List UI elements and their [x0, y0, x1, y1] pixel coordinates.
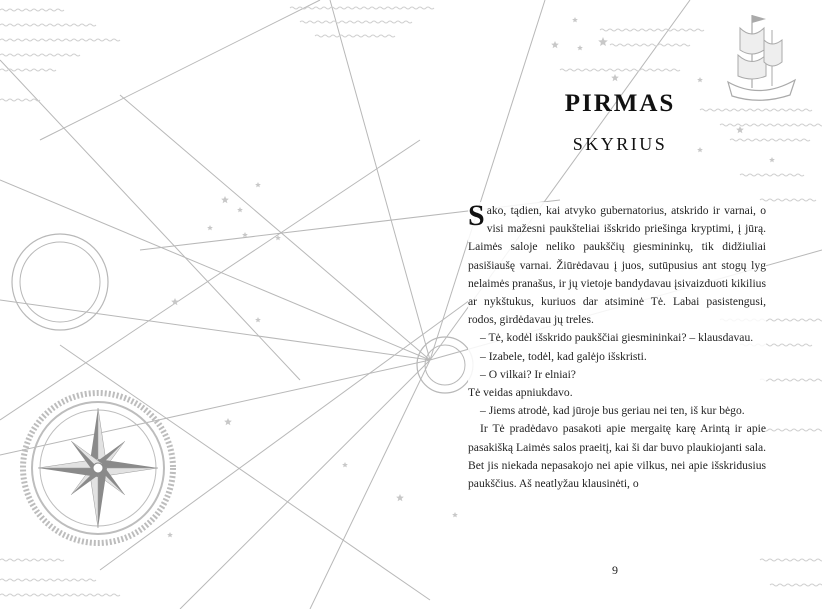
wave-line	[315, 35, 395, 37]
star-icon	[167, 532, 173, 537]
star-icon	[577, 45, 583, 50]
star-icon	[572, 17, 578, 22]
wave-line	[0, 24, 96, 26]
paragraph: – Jiems atrodė, kad jūroje bus geriau nei ten, iš kur bėgo.	[480, 404, 745, 418]
star-icon	[255, 317, 261, 322]
compass-ring-icon	[12, 234, 108, 330]
paragraph: – O vilkai? Ir elniai?	[480, 367, 576, 381]
chapter-title: PIRMAS	[564, 90, 676, 117]
rhumb-line	[40, 0, 320, 140]
star-icon	[342, 462, 348, 467]
compass-rose-icon	[23, 393, 173, 543]
flag	[752, 15, 766, 23]
chapter-body	[468, 199, 766, 493]
star-icon	[697, 77, 703, 82]
wave-line	[760, 429, 822, 431]
star-icon	[221, 196, 229, 203]
star-icon	[207, 225, 213, 230]
rhumb-line	[0, 140, 420, 420]
wave-line	[0, 579, 96, 581]
paragraph	[468, 199, 766, 329]
rhumb-line	[0, 180, 430, 360]
ring	[20, 242, 100, 322]
wave-line	[0, 559, 64, 561]
star-icon	[611, 74, 619, 81]
wave-line	[740, 174, 804, 176]
wave-line	[610, 44, 690, 46]
wave-line	[290, 7, 434, 9]
wave-line	[760, 379, 822, 381]
rhumb-line	[120, 95, 430, 360]
rhumb-line	[310, 360, 430, 609]
paragraph: Tė veidas apniukdavo.	[468, 386, 573, 400]
wave-line	[720, 124, 822, 126]
wave-line	[0, 39, 120, 41]
page-number: 9	[612, 563, 618, 577]
star-icon	[736, 126, 744, 133]
star-icon	[769, 157, 775, 162]
rose-point	[38, 468, 98, 477]
wave-line	[300, 21, 412, 23]
sail	[764, 40, 782, 66]
rhumb-line	[330, 0, 430, 360]
star-icon	[551, 41, 559, 48]
paragraph-text: ako, tądien, kai atvyko gubernatorius, atskrido ir varnai, o visi mažesni paukšteliai išskrido priešinga kryptimi, į jūrą. Laimės saloje neliko paukščių giesmininkų, tik didžiuliai pasišiaušę varnai. Žiūrėdavau į juos, sutūpusius ant stogų lyg nelaimės pranašus, ir jų vietoje bandydavau įsivaizduoti kikilius ar nykštukus, kuriuos dar atsiminė Tė. Labai pasistengusi, rodos, girdėdavau jų treles.	[468, 204, 766, 327]
rhumb-line	[0, 360, 430, 455]
star-icon	[396, 494, 404, 501]
drop-cap: S	[468, 199, 485, 232]
wave-line	[770, 584, 822, 586]
paragraph: – Izabele, todėl, kad galėjo išskristi.	[480, 349, 647, 363]
wave-line	[0, 69, 56, 71]
star-icon	[598, 37, 608, 46]
ring	[425, 345, 465, 385]
wave-line	[760, 199, 816, 201]
rose-center	[93, 463, 103, 473]
wave-line	[0, 99, 40, 101]
star-icon	[255, 182, 261, 187]
wave-line	[600, 29, 704, 31]
wave-line	[0, 9, 64, 11]
wave-line	[0, 54, 80, 56]
paragraph: Ir Tė pradėdavo pasakoti apie mergaitę karę Arintą ir apie pasakišką Laimės salos praeitį, kai ši dar buvo plaukiojanti sala. Bet jis niekada nepasakojo nei apie vilkus, nei apie išskridusius paukščius. Aš neatlyžau klausinėti, o	[468, 422, 766, 491]
wave-line	[760, 559, 822, 561]
star-icon	[452, 512, 458, 517]
paragraph: – Tė, kodėl išskrido paukščiai giesmininkai? – klausdavau.	[480, 331, 754, 345]
rhumb-line	[0, 60, 300, 380]
star-icon	[224, 418, 232, 425]
ring	[12, 234, 108, 330]
rose-point	[98, 459, 158, 468]
star-icon	[171, 298, 179, 305]
wave-line	[0, 594, 120, 596]
chapter-subtitle: SKYRIUS	[572, 134, 668, 154]
wave-line	[560, 69, 680, 71]
compass-ring-right-icon	[417, 337, 473, 393]
ship-icon	[728, 15, 795, 100]
star-icon	[237, 207, 243, 212]
star-icon	[242, 232, 248, 237]
